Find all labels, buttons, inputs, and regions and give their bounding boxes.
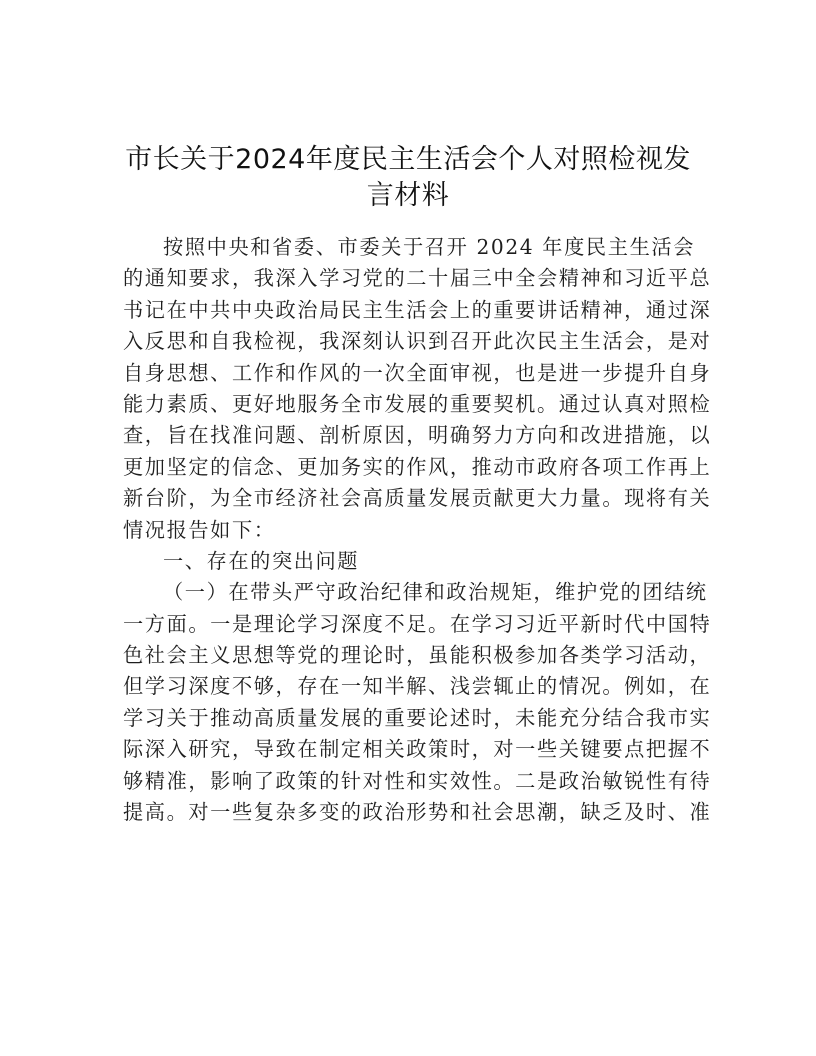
text-line: 自身思想、工作和作风的一次全面审视，也是进一步提升自身 — [123, 360, 712, 385]
document-body — [123, 232, 712, 828]
title-line: 言材料 — [366, 180, 450, 211]
section-heading — [123, 546, 695, 577]
intro-paragraph — [123, 232, 712, 546]
text-line: 按照中央和省委、市委关于召开 2024 年度民主生活会 — [163, 235, 695, 259]
title-line: 市长关于2024年度民主生活会个人对照检视发 — [125, 144, 691, 175]
text-line: 际深入研究，导致在制定相关政策时，对一些关键要点把握不 — [123, 737, 712, 762]
text-line: 一、存在的突出问题 — [163, 548, 360, 573]
text-line: 书记在中共中央政治局民主生活会上的重要讲话精神，通过深 — [123, 297, 712, 322]
text-line: 够精准，影响了政策的针对性和实效性。二是政治敏锐性有待 — [123, 768, 712, 793]
text-line: 色社会主义思想等党的理论时，虽能积极参加各类学习活动， — [123, 643, 712, 668]
text-line: 学习关于推动高质量发展的重要论述时，未能充分结合我市实 — [123, 705, 712, 730]
document-title — [110, 142, 706, 214]
text-line: 查，旨在找准问题、剖析原因，明确努力方向和改进措施，以 — [123, 423, 712, 448]
text-line: 能力素质、更好地服务全市发展的重要契机。通过认真对照检 — [123, 391, 712, 416]
text-line: 情况报告如下： — [123, 517, 276, 542]
text-line: 新台阶，为全市经济社会高质量发展贡献更大力量。现将有关 — [123, 486, 712, 511]
text-line: 入反思和自我检视，我深刻认识到召开此次民主生活会，是对 — [123, 329, 712, 354]
section-paragraph — [123, 577, 712, 828]
text-line: （一）在带头严守政治纪律和政治规矩，维护党的团结统 — [163, 580, 708, 605]
text-line: 更加坚定的信念、更加务实的作风，推动市政府各项工作再上 — [123, 454, 712, 479]
text-line: 提高。对一些复杂多变的政治形势和社会思潮，缺乏及时、准 — [123, 800, 712, 825]
text-line: 的通知要求，我深入学习党的二十届三中全会精神和习近平总 — [123, 266, 712, 291]
text-line: 但学习深度不够，存在一知半解、浅尝辄止的情况。例如，在 — [123, 674, 712, 699]
text-line: 一方面。一是理论学习深度不足。在学习习近平新时代中国特 — [123, 611, 712, 636]
